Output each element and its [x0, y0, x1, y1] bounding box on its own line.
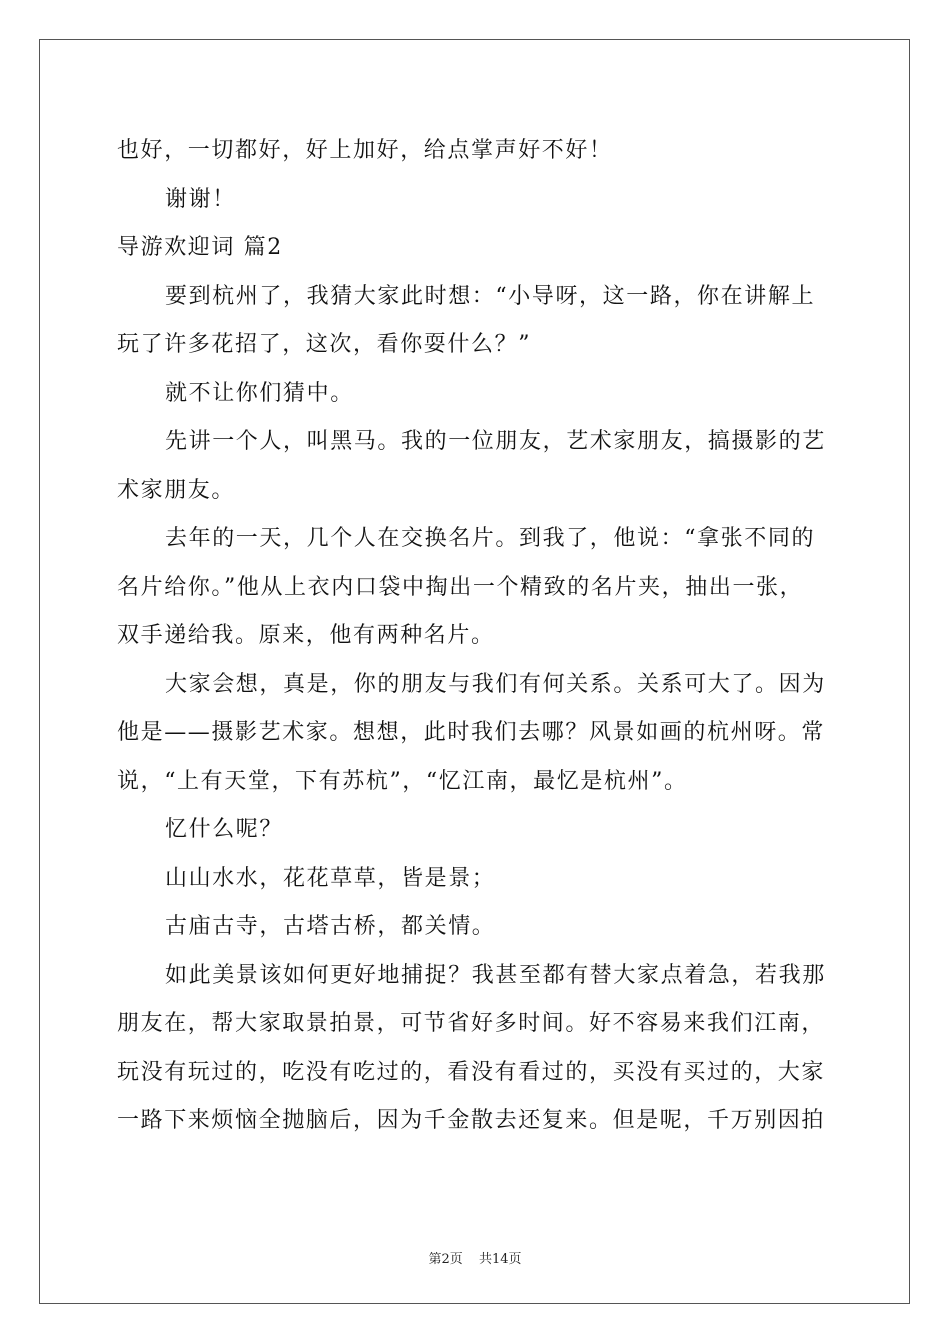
text-line: 就不让你们猜中。 [165, 380, 354, 406]
text-line: 他是——摄影艺术家。想想，此时我们去哪？风景如画的杭州呀。常 [117, 720, 826, 745]
text-line: 古庙古寺，古塔古桥，都关情。 [165, 914, 496, 939]
section-heading: 导游欢迎词 篇2 [117, 235, 283, 260]
text-line: 山山水水，花花草草，皆是景； [165, 865, 496, 891]
page-total: 共14页 [478, 1252, 522, 1267]
text-line: 如此美景该如何更好地捕捉？我甚至都有替大家点着急，若我那 [165, 962, 826, 988]
page-number: 第2页 [428, 1252, 463, 1267]
text-line: 朋友在，帮大家取景拍景，可节省好多时间。好不容易来我们江南， [117, 1011, 826, 1036]
text-line: 名片给你。”他从上衣内口袋中掏出一个精致的名片夹，抽出一张， [117, 574, 804, 600]
text-line: 先讲一个人，叫黑马。我的一位朋友，艺术家朋友，搞摄影的艺 [165, 429, 826, 454]
text-line: 忆什么呢？ [165, 817, 284, 842]
text-line: 双手递给我。原来，他有两种名片。 [117, 623, 495, 648]
text-line: 说，“上有天堂，下有苏杭”，“忆江南，最忆是杭州”。 [117, 768, 688, 794]
text-line: 也好，一切都好，好上加好，给点掌声好不好！ [117, 138, 613, 163]
text-line: 玩了许多花招了，这次，看你耍什么？” [117, 332, 532, 357]
text-line: 要到杭州了，我猜大家此时想：“小导呀，这一路，你在讲解上 [165, 283, 816, 309]
page-footer [0, 1248, 950, 1267]
text-line: 一路下来烦恼全抛脑后，因为千金散去还复来。但是呢，千万别因拍 [117, 1108, 826, 1133]
text-line: 去年的一天，几个人在交换名片。到我了，他说：“拿张不同的 [165, 526, 816, 551]
text-line: 术家朋友。 [117, 477, 236, 503]
document-body [117, 127, 837, 1146]
text-line: 谢谢！ [165, 186, 236, 212]
text-line: 大家会想，真是，你的朋友与我们有何关系。关系可大了。因为 [165, 671, 826, 697]
text-line: 玩没有玩过的，吃没有吃过的，看没有看过的，买没有买过的，大家 [117, 1059, 826, 1085]
